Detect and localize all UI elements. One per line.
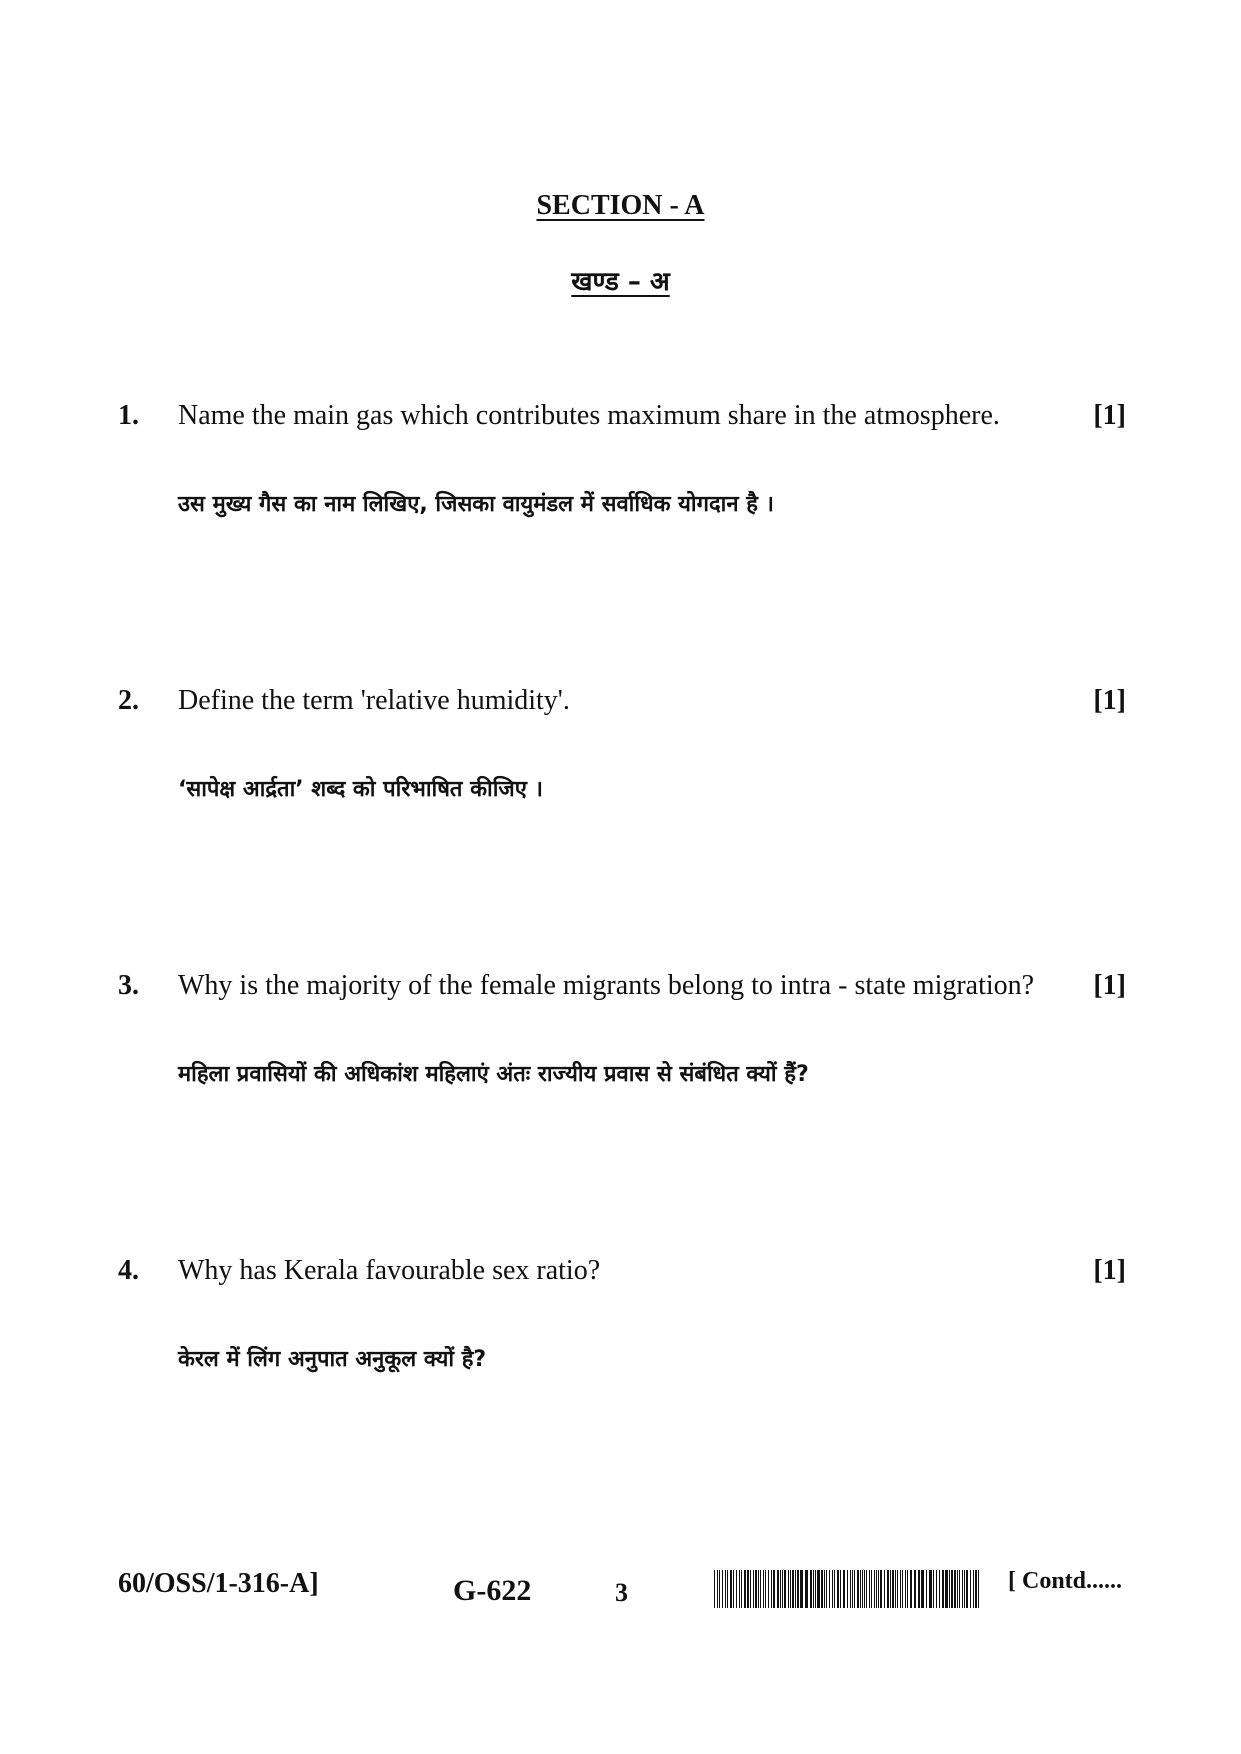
question-text-hi: महिला प्रवासियों की अधिकांश महिलाएं अंतः राज्यीय प्रवास से संबंधित क्यों हैं? bbox=[178, 1062, 809, 1087]
question-marks: [1] bbox=[1093, 400, 1126, 431]
section-title-hi: खण्ड – अ bbox=[571, 267, 670, 297]
continued-label: [ Contd...... bbox=[1008, 1568, 1123, 1594]
question-text-en: Name the main gas which contributes maximum share in the atmosphere. bbox=[178, 400, 1000, 431]
question-number: 4. bbox=[118, 1255, 139, 1286]
question-text-en: Why has Kerala favourable sex ratio? bbox=[178, 1255, 601, 1286]
question-1 bbox=[118, 396, 1126, 517]
question-marks: [1] bbox=[1093, 685, 1126, 716]
page-number: 3 bbox=[615, 1578, 628, 1607]
question-text-en: Define the term 'relative humidity'. bbox=[178, 685, 570, 716]
question-3 bbox=[118, 966, 1126, 1087]
question-marks: [1] bbox=[1093, 1255, 1126, 1286]
question-text-en: Why is the majority of the female migrants belong to intra - state migration? bbox=[178, 970, 1035, 1001]
question-number: 3. bbox=[118, 970, 139, 1001]
question-number: 1. bbox=[118, 400, 139, 431]
question-text-hi: केरल में लिंग अनुपात अनुकूल क्यों है? bbox=[178, 1347, 487, 1372]
question-text-hi: उस मुख्य गैस का नाम लिखिए, जिसका वायुमंडल में सर्वाधिक योगदान है । bbox=[178, 492, 774, 517]
question-number: 2. bbox=[118, 685, 139, 716]
page-footer bbox=[0, 1568, 1241, 1618]
paper-code: 60/OSS/1-316-A] bbox=[118, 1568, 319, 1599]
set-code: G-622 bbox=[453, 1574, 532, 1607]
barcode-icon bbox=[714, 1570, 984, 1608]
question-4 bbox=[118, 1251, 1126, 1372]
question-2 bbox=[118, 681, 1126, 802]
question-marks: [1] bbox=[1093, 970, 1126, 1001]
question-text-hi: ‘सापेक्ष आर्द्रता’ शब्द को परिभाषित कीजिए । bbox=[178, 777, 543, 802]
section-title-en: SECTION - A bbox=[536, 190, 705, 221]
